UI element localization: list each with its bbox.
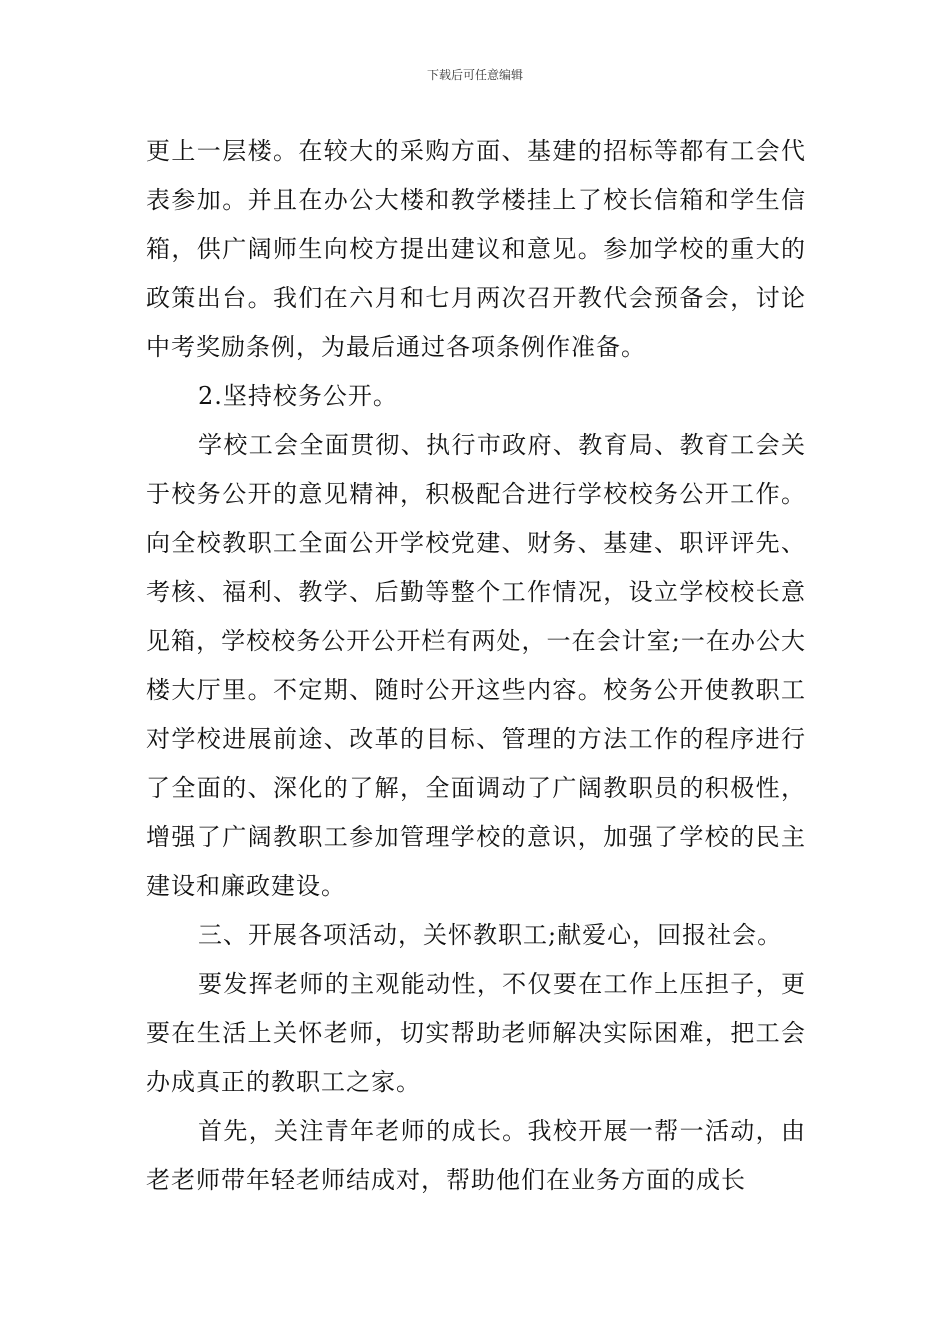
page-header: 下载后可任意编辑 — [426, 68, 523, 82]
paragraph-2: 2.坚持校务公开。 — [198, 382, 398, 410]
paragraph-5: 要发挥老师的主观能动性，不仅要在工作上压担子，更要在生活上关怀老师，切实帮助老师解决实际困难，把工会办成真正的教职工之家。 — [146, 970, 806, 1096]
paragraph-3: 学校工会全面贯彻、执行市政府、教育局、教育工会关于校务公开的意见精神，积极配合进行学校校务公开工作。向全校教职工全面公开学校党建、财务、基建、职评评先、考核、福利、教学、后勤等整个工作情况，设立学校校长意见箱，学校校务公开公开栏有两处，一在会计室;一在办公大楼大厅里。不定期、随时公开这些内容。校务公开使教职工对学校进展前途、改革的目标、管理的方法工作的程序进行了全面的、深化的了解，全面调动了广阔教职员的积极性，增强了广阔教职工参加管理学校的意识，加强了学校的民主建设和廉政建设。 — [146, 431, 806, 900]
paragraph-4: 三、开展各项活动，关怀教职工;献爱心，回报社会。 — [198, 921, 783, 949]
paragraph-1: 更上一层楼。在较大的采购方面、基建的招标等都有工会代表参加。并且在办公大楼和教学楼挂上了校长信箱和学生信箱，供广阔师生向校方提出建议和意见。参加学校的重大的政策出台。我们在六月和七月两次召开教代会预备会，讨论中考奖励条例，为最后通过各项条例作准备。 — [146, 137, 806, 361]
paragraph-6: 首先，关注青年老师的成长。我校开展一帮一活动，由老老师带年轻老师结成对，帮助他们在业务方面的成长 — [146, 1117, 806, 1194]
document-body — [146, 127, 806, 1205]
